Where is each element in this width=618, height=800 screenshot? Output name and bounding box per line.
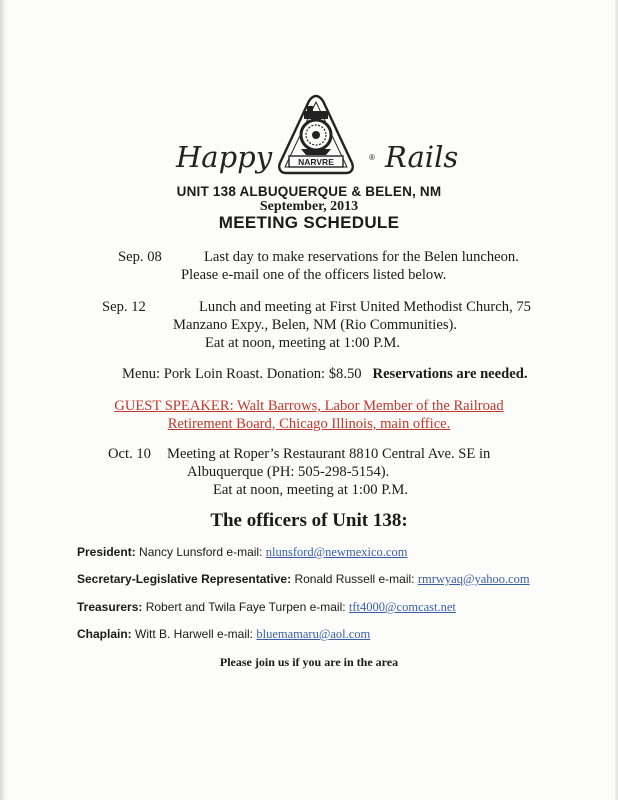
- officer-email-link[interactable]: nlunsford@newmexico.com: [265, 545, 408, 559]
- menu-label: Menu: Pork Loin Roast. Donation: $8.50: [122, 366, 362, 382]
- narvre-logo: [274, 93, 358, 179]
- officer-email-link[interactable]: rmrwyaq@yahoo.com: [417, 572, 530, 586]
- logo-script-right: Rails: [385, 140, 459, 174]
- schedule-line: Eat at noon, meeting at 1:00 P.M.: [213, 482, 408, 498]
- officer-row: [77, 545, 407, 560]
- officer-title: Secretary-Legislative Representative:: [77, 572, 292, 586]
- officer-title: President:: [77, 545, 136, 559]
- schedule-line: Meeting at Roper’s Restaurant 8810 Central Ave. SE in: [167, 446, 491, 462]
- officer-title: Chaplain:: [77, 627, 132, 641]
- unit-heading: UNIT 138 ALBUQUERQUE & BELEN, NM: [176, 184, 442, 199]
- svg-text:NARVRE: NARVRE: [298, 157, 334, 167]
- schedule-line: Please e-mail one of the officers listed below.: [181, 267, 447, 283]
- menu-line: [122, 366, 528, 383]
- schedule-date: Oct. 10: [108, 446, 151, 462]
- registered-mark: ®: [369, 153, 375, 162]
- officer-name: Nancy Lunsford e-mail:: [135, 545, 266, 559]
- schedule-line: Lunch and meeting at First United Methodist Church, 75: [199, 299, 531, 315]
- officer-name: Ronald Russell e-mail:: [291, 572, 418, 586]
- guest-speaker-line: GUEST SPEAKER: Walt Barrows, Labor Member of the Railroad: [114, 398, 504, 414]
- officer-row: [77, 572, 530, 587]
- officer-row: [77, 627, 370, 642]
- schedule-date: Sep. 08: [118, 249, 162, 265]
- officer-title: Treasurers:: [77, 600, 143, 614]
- officer-email-link[interactable]: tft4000@comcast.net: [348, 600, 456, 614]
- page-title: MEETING SCHEDULE: [218, 213, 400, 232]
- officer-email-link[interactable]: bluemamaru@aol.com: [256, 627, 371, 641]
- officers-heading: The officers of Unit 138:: [210, 510, 408, 531]
- schedule-line: Eat at noon, meeting at 1:00 P.M.: [205, 335, 400, 351]
- schedule-date: Sep. 12: [102, 299, 146, 315]
- guest-speaker-line: Retirement Board, Chicago Illinois, main office.: [167, 416, 451, 432]
- schedule-line: Manzano Expy., Belen, NM (Rio Communities).: [173, 317, 458, 333]
- logo-script-left: Happy: [176, 140, 273, 174]
- schedule-line: Last day to make reservations for the Belen luncheon.: [204, 249, 519, 265]
- officer-name: Robert and Twila Faye Turpen e-mail:: [142, 600, 349, 614]
- schedule-line: Albuquerque (PH: 505-298-5154).: [187, 464, 390, 480]
- officer-row: [77, 600, 456, 615]
- officer-name: Witt B. Harwell e-mail:: [131, 627, 257, 641]
- footer-note: Please join us if you are in the area: [219, 655, 399, 669]
- month-heading: September, 2013: [259, 199, 359, 214]
- reservation-note: Reservations are needed.: [372, 366, 528, 382]
